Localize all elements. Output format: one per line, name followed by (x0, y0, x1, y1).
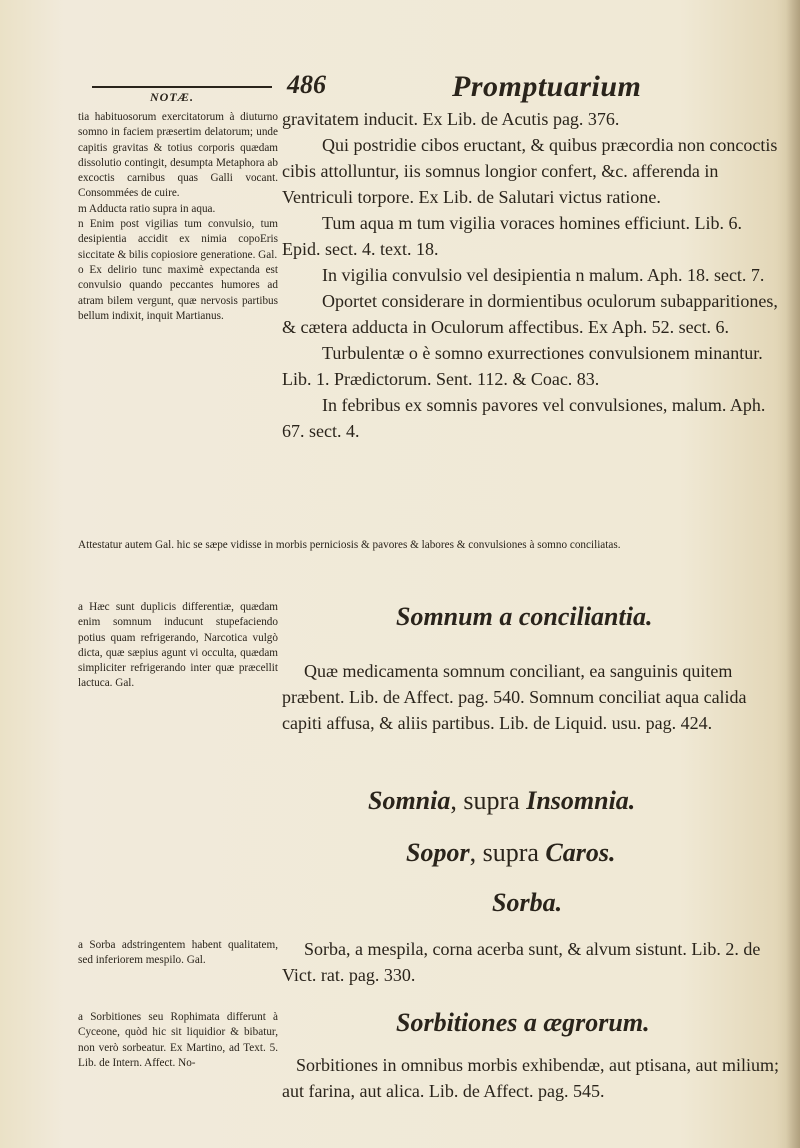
page-edge-shadow (786, 0, 800, 1148)
notes-label: NOTÆ. (150, 90, 194, 104)
main-paragraph: Qui postridie cibos eructant, & quibus præcordia non concoctis cibis attolluntur, iis somnus longior confert, &c. afferenda in Ventriculi torpore. Ex Lib. de Salutari victus ratione. (282, 135, 778, 207)
note-text: tia habituosorum exercitatorum à diuturno somno in faciem præsertim delatorum; unde capitis gravitas & totius corporis quædam dissolutio contingit, desumpta Metaphora ab excoctis carnibus quas Galli vocant. Consommées de cuire. (78, 111, 278, 200)
section-heading-sorbitiones: Sorbitiones a ægrorum. (396, 1008, 650, 1037)
main-paragraph: Oportet considerare in dormientibus oculorum subapparitiones, & cætera adducta in Oculorum affectibus. Ex Aph. 52. sect. 6. (282, 291, 778, 337)
main-text-sorba (282, 936, 782, 988)
heading-main: Sopor (406, 838, 470, 867)
main-paragraph: In febribus ex somnis pavores vel convulsiones, malum. Aph. 67. sect. 4. (282, 395, 766, 441)
note-somnum: a Hæc sunt duplicis differentiæ, quædam enim somnum inducunt stupefaciendo potius quam refrigerando, Narcotica vulgò dicta, quæ sæpius agunt vi occulta, quædam simpliciter refrigerando inter quæ præcellit lactuca. Gal. (78, 601, 278, 690)
heading-sopor (406, 838, 615, 868)
heading-sorba (492, 888, 562, 918)
notes-column-top (78, 110, 278, 324)
main-paragraph: In vigilia convulsio vel desipientia n malum. Aph. 18. sect. 7. (322, 265, 765, 285)
note-wide: Attestatur autem Gal. hic se sæpe vidisse in morbis perniciosis & pavores & labores & convulsiones à somno conciliatas. (78, 539, 621, 551)
running-head: Promptuarium (452, 70, 642, 103)
main-paragraph: gravitatem inducit. Ex Lib. de Acutis pag. 376. (282, 109, 620, 129)
section-heading-somnum: Somnum a conciliantia. (396, 602, 653, 631)
heading-rest: , supra (450, 786, 520, 815)
note-o: o Ex delirio tunc maximè expectanda est convulsio quando peccantes humores ad atram bilem vergunt, quæ nervosis partibus bellum indixit, inquit Martianus. (78, 263, 278, 322)
main-paragraph: Sorbitiones in omnibus morbis exhibendæ, aut ptisana, aut milium; aut farina, aut alica. Lib. de Affect. pag. 545. (282, 1055, 779, 1101)
heading-target: Caros. (545, 838, 616, 867)
main-paragraph: Sorba, a mespila, corna acerba sunt, & alvum sistunt. Lib. 2. de Vict. rat. pag. 330. (282, 939, 761, 985)
heading-main: Somnia (368, 786, 451, 815)
page-number: 486 (287, 70, 326, 99)
main-paragraph: Tum aqua m tum vigilia voraces homines efficiunt. Lib. 6. Epid. sect. 4. text. 18. (282, 213, 742, 259)
main-text-somnum (282, 658, 782, 736)
header-rule-left (92, 86, 272, 88)
note-sorba: a Sorba adstringentem habent qualitatem, sed inferiorem mespilo. Gal. (78, 939, 278, 967)
note-sorbitiones: a Sorbitiones seu Rophimata differunt à Cyceone, quòd hic sit liquidior & bibatur, non verò sorbeatur. Ex Martino, ad Text. 5. Lib. de Intern. Affect. No- (78, 1011, 278, 1069)
heading-rest: , supra (469, 838, 539, 867)
heading-somnia (368, 786, 635, 816)
main-paragraph: Quæ medicamenta somnum conciliant, ea sanguinis quitem præbent. Lib. de Affect. pag. 540. Somnum conciliat aqua calida capiti affusa, & aliis partibus. Lib. de Liquid. usu. pag. 424. (282, 661, 747, 733)
note-m: m Adducta ratio supra in aqua. (78, 202, 216, 215)
heading-target: Insomnia. (526, 786, 636, 815)
main-text-top (282, 106, 782, 444)
note-n: n Enim post vigilias tum convulsio, tum desipientia accidit ex nimia copoEris siccitate & bilis copiosiore generatione. Gal. (78, 218, 278, 261)
heading-main: Sorba. (492, 888, 563, 917)
main-text-sorbitiones (282, 1052, 782, 1104)
main-paragraph: Turbulentæ o è somno exurrectiones convulsionem minantur. Lib. 1. Prædictorum. Sent. 112. & Coac. 83. (282, 343, 763, 389)
